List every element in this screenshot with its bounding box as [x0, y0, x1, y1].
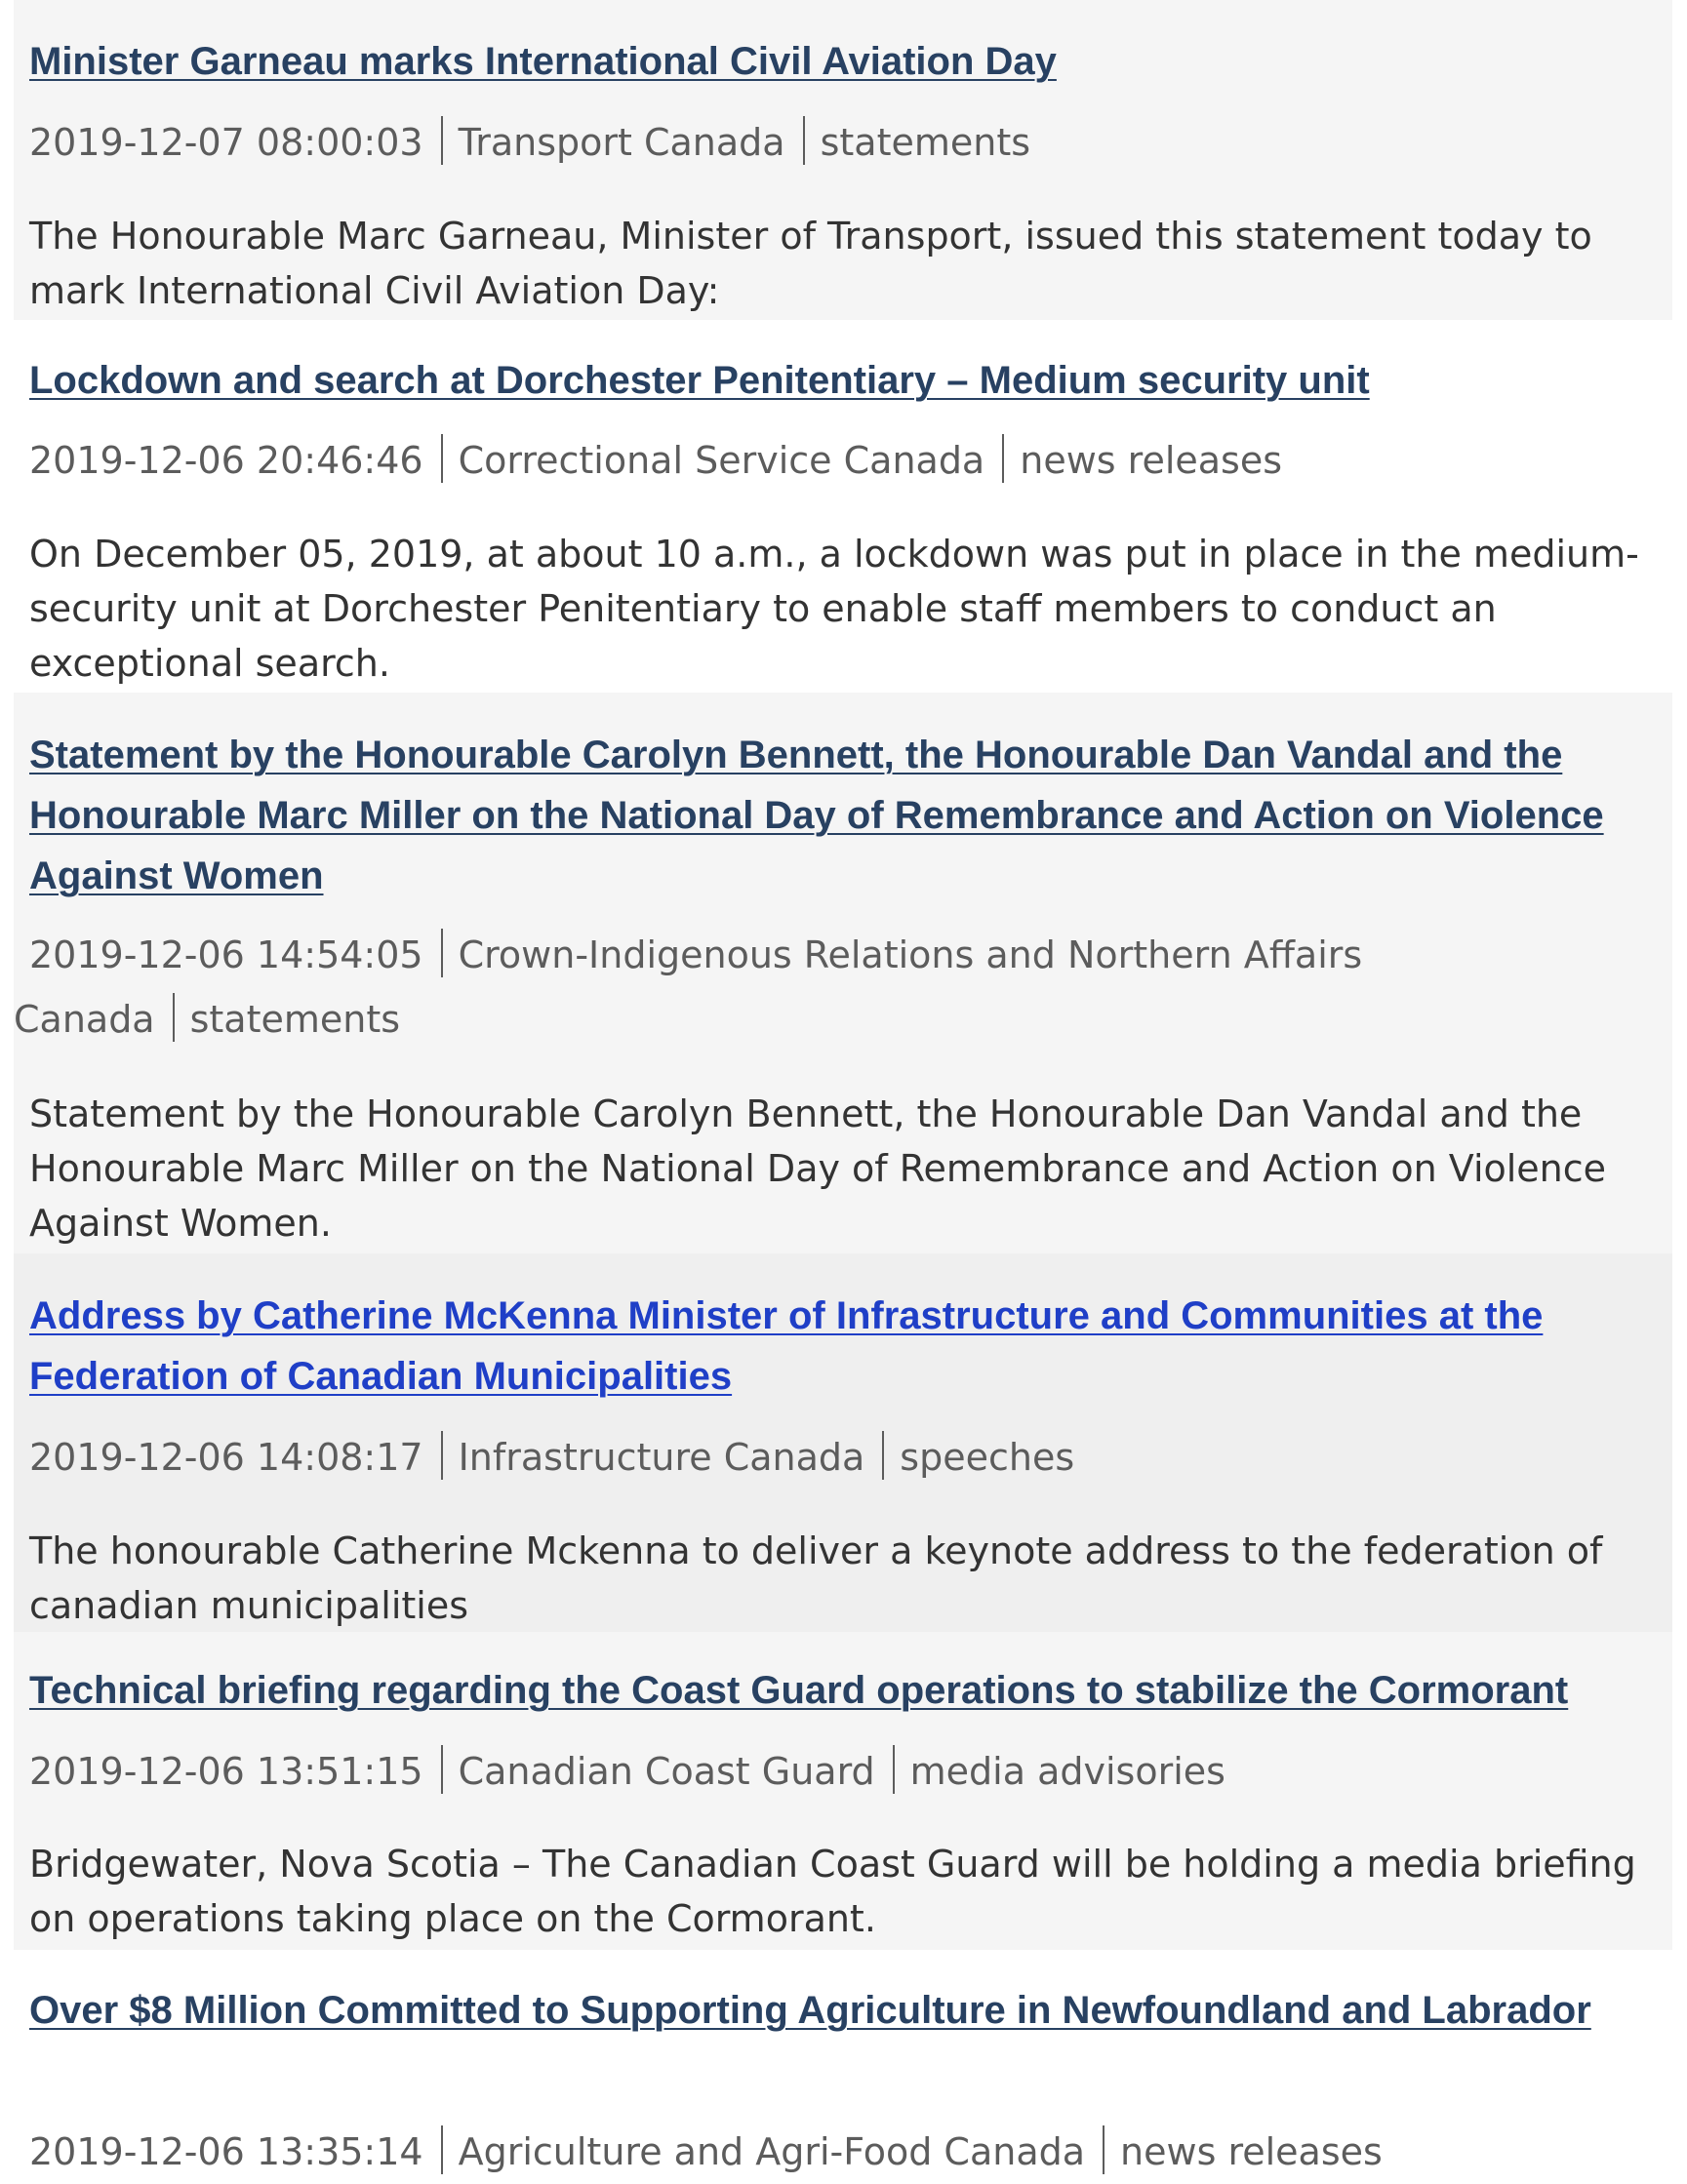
meta-separator [803, 116, 805, 165]
news-item-title-link[interactable]: Technical briefing regarding the Coast Guard operations to stabilize the Cormorant [29, 1669, 1569, 1712]
news-item-type: speeches [900, 1436, 1075, 1479]
news-item-type: statements [189, 998, 401, 1041]
news-item-department: Transport Canada [458, 121, 785, 164]
news-item-summary: The honourable Catherine Mckenna to deliver a keynote address to the federation of canadian municipalities [29, 1529, 1603, 1627]
news-item-type: statements [820, 121, 1031, 164]
meta-separator [441, 1431, 443, 1480]
news-item-datetime: 2019-12-06 14:08:17 [29, 1436, 423, 1479]
news-item-datetime: 2019-12-07 08:00:03 [29, 121, 423, 164]
news-item-meta [14, 923, 1649, 1052]
news-item-type: news releases [1020, 439, 1283, 482]
news-item-type: media advisories [909, 1750, 1225, 1793]
news-item-summary: Statement by the Honourable Carolyn Bennett, the Honourable Dan Vandal and the Honourable Marc Miller on the National Day of Remembrance and Action on Violence Against Women. [29, 1092, 1607, 1245]
news-item-department: Infrastructure Canada [458, 1436, 865, 1479]
news-item [14, 693, 1672, 1253]
news-item-department: Agriculture and Agri-Food Canada [458, 2130, 1086, 2173]
news-item-title-link[interactable]: Over $8 Million Committed to Supporting Agriculture in Newfoundland and Labrador [29, 1989, 1591, 2032]
news-item [14, 0, 1672, 320]
news-item-type: news releases [1120, 2130, 1383, 2173]
news-item-meta [29, 2120, 1649, 2184]
news-item-summary: Bridgewater, Nova Scotia – The Canadian Coast Guard will be holding a media briefing on operations taking place on the Cormorant. [29, 1843, 1636, 1940]
meta-separator [441, 434, 443, 483]
news-item-meta [29, 1739, 1649, 1804]
news-item-title-link[interactable]: Minister Garneau marks International Civil Aviation Day [29, 40, 1057, 83]
news-item-summary: The Honourable Marc Garneau, Minister of Transport, issued this statement today to mark International Civil Aviation Day: [29, 215, 1592, 312]
news-item-datetime: 2019-12-06 13:35:14 [29, 2130, 423, 2173]
news-item-department: Correctional Service Canada [458, 439, 985, 482]
news-item-department: Canadian Coast Guard [458, 1750, 875, 1793]
news-item-datetime: 2019-12-06 14:54:05 [29, 933, 423, 976]
news-item-meta [29, 428, 1649, 493]
news-item-meta [29, 1425, 1649, 1489]
news-item-department-cont: Canada [14, 998, 155, 1041]
news-item [14, 1253, 1672, 1632]
meta-continuation [14, 987, 1649, 1052]
meta-separator [441, 2125, 443, 2174]
meta-separator [1103, 2125, 1105, 2174]
news-item-title-link[interactable]: Lockdown and search at Dorchester Penitentiary – Medium security unit [29, 359, 1370, 402]
news-item-department: Crown-Indigenous Relations and Northern Affairs [458, 933, 1363, 976]
news-item [14, 1950, 1672, 2173]
meta-separator [1002, 434, 1004, 483]
news-item-datetime: 2019-12-06 20:46:46 [29, 439, 423, 482]
news-item-title-link[interactable]: Address by Catherine McKenna Minister of Infrastructure and Communities at the Federation of Canadian Municipalities [29, 1294, 1544, 1398]
news-item-summary: On December 05, 2019, at about 10 a.m., a lockdown was put in place in the medium-security unit at Dorchester Penitentiary to enable staff members to conduct an exceptional search. [29, 533, 1639, 685]
meta-separator [882, 1431, 884, 1480]
news-item [14, 320, 1672, 693]
meta-separator [441, 1745, 443, 1794]
meta-separator [441, 116, 443, 165]
meta-separator [441, 929, 443, 977]
news-item-title-link[interactable]: Statement by the Honourable Carolyn Bennett, the Honourable Dan Vandal and the Honourable Marc Miller on the National Day of Remembrance and Action on Violence Against Women [29, 734, 1604, 897]
news-item [14, 1632, 1672, 1950]
news-item-datetime: 2019-12-06 13:51:15 [29, 1750, 423, 1793]
meta-separator [893, 1745, 895, 1794]
news-item-meta [29, 110, 1649, 175]
meta-separator [173, 993, 175, 1042]
